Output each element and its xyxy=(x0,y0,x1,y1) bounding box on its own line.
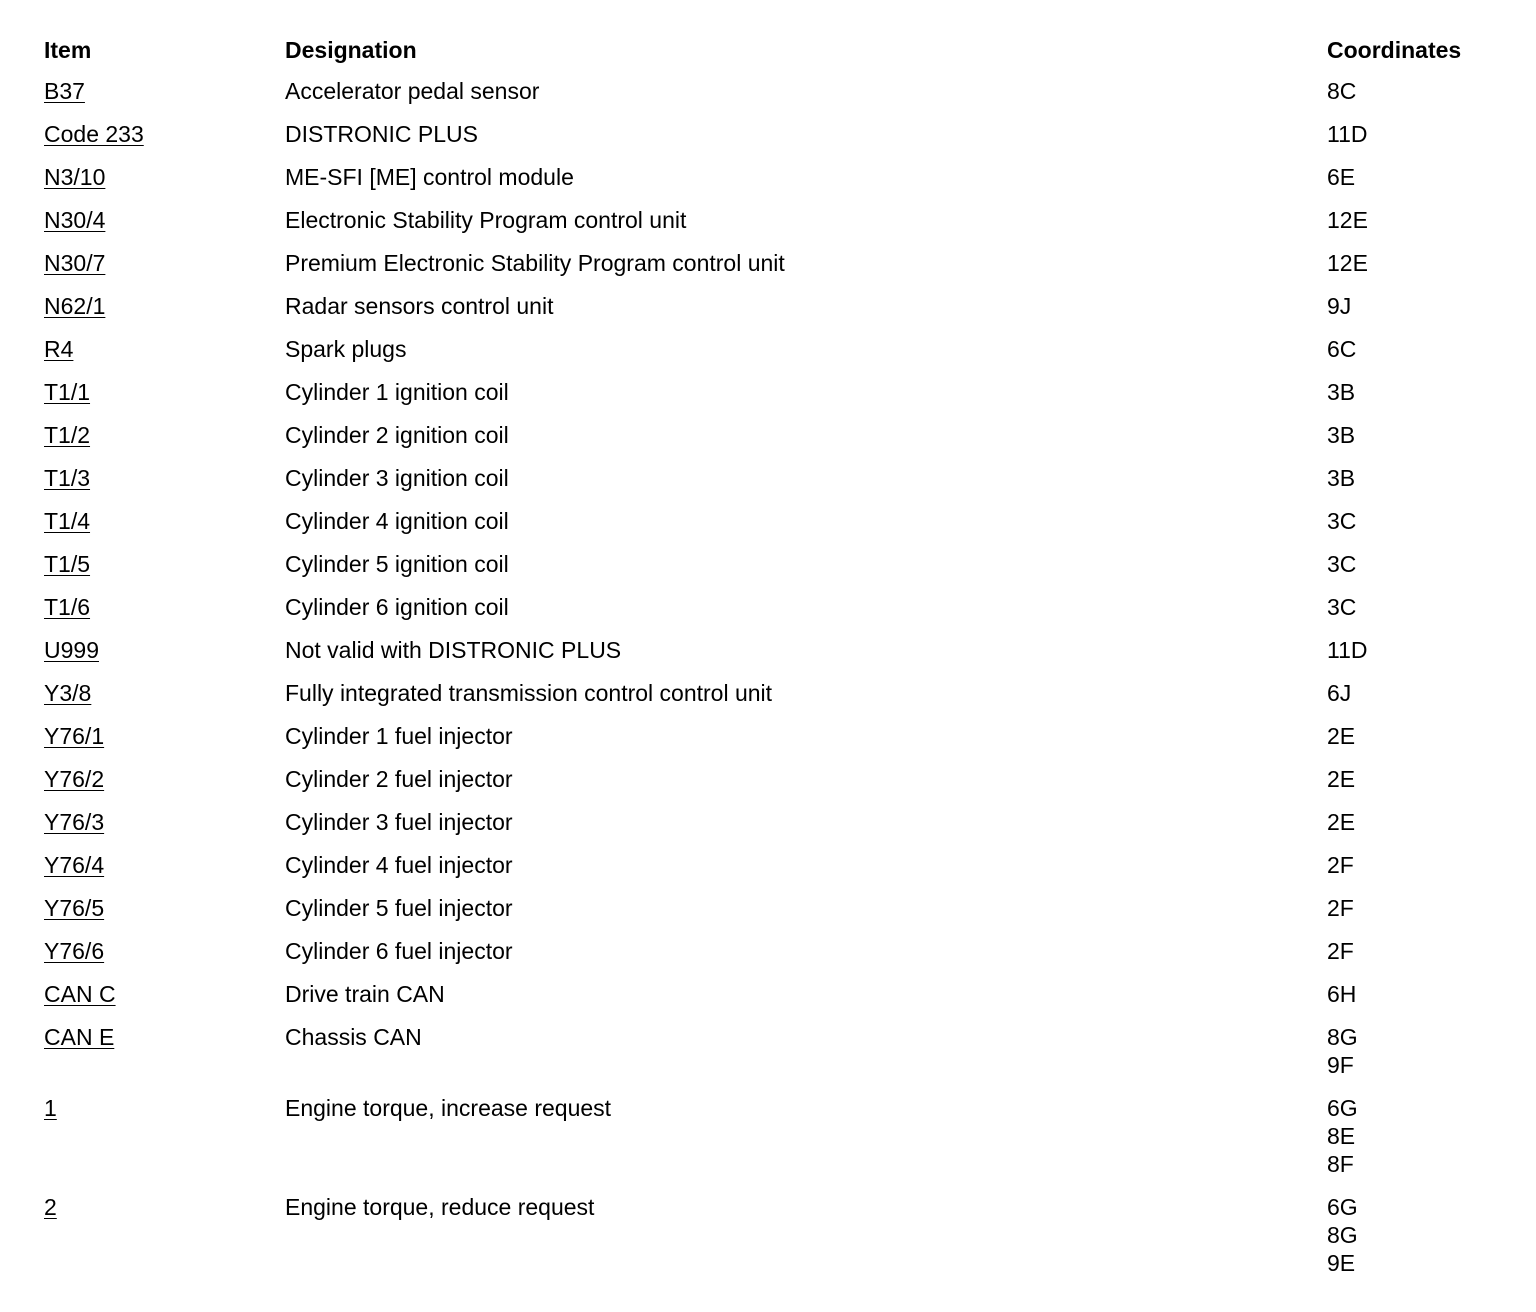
coordinates-cell xyxy=(1327,206,1507,234)
item-cell xyxy=(0,894,285,922)
designation-cell: Cylinder 5 ignition coil xyxy=(285,551,509,577)
table-row xyxy=(0,457,1536,500)
item-cell xyxy=(0,378,285,406)
header-item: Item xyxy=(44,37,92,63)
designation-cell: DISTRONIC PLUS xyxy=(285,121,478,147)
item-link[interactable]: T1/1 xyxy=(44,379,91,405)
table-row xyxy=(0,543,1536,586)
table-row xyxy=(0,586,1536,629)
item-cell xyxy=(0,120,285,148)
coordinates-cell xyxy=(1327,507,1507,535)
designation-cell: Cylinder 3 ignition coil xyxy=(285,465,509,491)
table-row xyxy=(0,285,1536,328)
coordinate-value: 6G xyxy=(1327,1095,1358,1121)
item-cell xyxy=(0,550,285,578)
item-cell xyxy=(0,593,285,621)
coordinates-cell xyxy=(1327,851,1507,879)
designation-cell: Cylinder 2 fuel injector xyxy=(285,766,513,792)
coordinate-value: 8E xyxy=(1327,1123,1356,1149)
coordinates-cell xyxy=(1327,163,1507,191)
designation-cell: Spark plugs xyxy=(285,336,407,362)
coordinate-value: 3B xyxy=(1327,422,1356,448)
table-row xyxy=(0,328,1536,371)
coordinates-cell xyxy=(1327,1023,1507,1079)
item-link[interactable]: T1/2 xyxy=(44,422,91,448)
table-row xyxy=(0,629,1536,672)
item-cell xyxy=(0,77,285,105)
item-link[interactable]: CAN E xyxy=(44,1024,115,1050)
item-link[interactable]: T1/5 xyxy=(44,551,91,577)
item-link[interactable]: 1 xyxy=(44,1095,57,1121)
coordinates-cell xyxy=(1327,292,1507,320)
coordinate-value: 9F xyxy=(1327,1052,1354,1078)
item-link[interactable]: N3/10 xyxy=(44,164,106,190)
coordinates-cell xyxy=(1327,77,1507,105)
item-cell xyxy=(0,206,285,234)
table-row xyxy=(0,715,1536,758)
item-link[interactable]: Y76/2 xyxy=(44,766,105,792)
item-cell xyxy=(0,249,285,277)
coordinates-cell xyxy=(1327,808,1507,836)
table-row xyxy=(0,242,1536,285)
item-link[interactable]: R4 xyxy=(44,336,74,362)
coordinates-cell xyxy=(1327,593,1507,621)
coordinate-value: 3C xyxy=(1327,508,1357,534)
table-body xyxy=(0,70,1536,1285)
item-link[interactable]: Y76/1 xyxy=(44,723,105,749)
item-cell xyxy=(0,851,285,879)
designation-cell: Cylinder 6 ignition coil xyxy=(285,594,509,620)
item-link[interactable]: T1/6 xyxy=(44,594,91,620)
table-row xyxy=(0,887,1536,930)
coordinate-value: 2F xyxy=(1327,895,1354,921)
item-link[interactable]: T1/4 xyxy=(44,508,91,534)
item-cell xyxy=(0,464,285,492)
table-row xyxy=(0,801,1536,844)
designation-cell: Cylinder 1 fuel injector xyxy=(285,723,513,749)
item-link[interactable]: Y76/5 xyxy=(44,895,105,921)
table-row xyxy=(0,844,1536,887)
table-row xyxy=(0,113,1536,156)
designation-cell: Engine torque, increase request xyxy=(285,1095,612,1121)
coordinate-value: 6H xyxy=(1327,981,1357,1007)
designation-cell: Cylinder 4 ignition coil xyxy=(285,508,509,534)
coordinate-value: 3C xyxy=(1327,551,1357,577)
designation-cell: Cylinder 4 fuel injector xyxy=(285,852,513,878)
coordinates-cell xyxy=(1327,421,1507,449)
header-coordinates: Coordinates xyxy=(1327,37,1462,63)
coordinates-cell xyxy=(1327,120,1507,148)
coordinates-cell xyxy=(1327,722,1507,750)
designation-cell: Chassis CAN xyxy=(285,1024,422,1050)
coordinate-value: 2F xyxy=(1327,852,1354,878)
table-row xyxy=(0,156,1536,199)
designation-cell: Fully integrated transmission control control unit xyxy=(285,680,773,706)
table-row xyxy=(0,672,1536,715)
table-row xyxy=(0,199,1536,242)
coordinates-cell xyxy=(1327,679,1507,707)
table-row xyxy=(0,70,1536,113)
item-link[interactable]: N30/7 xyxy=(44,250,106,276)
coordinate-value: 12E xyxy=(1327,207,1368,233)
coordinate-value: 6C xyxy=(1327,336,1357,362)
designation-cell: ME-SFI [ME] control module xyxy=(285,164,574,190)
designation-cell: Cylinder 3 fuel injector xyxy=(285,809,513,835)
item-cell xyxy=(0,1094,285,1122)
designation-cell: Premium Electronic Stability Program control unit xyxy=(285,250,785,276)
coordinate-value: 8F xyxy=(1327,1151,1354,1177)
item-cell xyxy=(0,765,285,793)
designation-cell: Cylinder 6 fuel injector xyxy=(285,938,513,964)
coordinates-cell xyxy=(1327,464,1507,492)
item-link[interactable]: N30/4 xyxy=(44,207,106,233)
table-header xyxy=(0,30,1536,70)
item-link[interactable]: Y3/8 xyxy=(44,680,92,706)
coordinate-value: 8C xyxy=(1327,78,1357,104)
coordinates-cell xyxy=(1327,937,1507,965)
coordinate-value: 3C xyxy=(1327,594,1357,620)
designation-cell: Drive train CAN xyxy=(285,981,445,1007)
table-row xyxy=(0,1087,1536,1186)
designation-cell: Not valid with DISTRONIC PLUS xyxy=(285,637,622,663)
item-cell xyxy=(0,808,285,836)
table-row xyxy=(0,1186,1536,1285)
coordinate-value: 11D xyxy=(1327,121,1368,147)
coordinate-value: 8G xyxy=(1327,1024,1358,1050)
item-link[interactable]: Y76/6 xyxy=(44,938,105,964)
item-cell xyxy=(0,1023,285,1051)
coordinates-cell xyxy=(1327,550,1507,578)
coordinates-cell xyxy=(1327,378,1507,406)
item-cell xyxy=(0,421,285,449)
table-row xyxy=(0,973,1536,1016)
designation-cell: Engine torque, reduce request xyxy=(285,1194,595,1220)
coordinates-cell xyxy=(1327,335,1507,363)
item-cell xyxy=(0,507,285,535)
coordinates-cell xyxy=(1327,1193,1507,1277)
item-cell xyxy=(0,335,285,363)
coordinates-cell xyxy=(1327,894,1507,922)
coordinates-cell xyxy=(1327,980,1507,1008)
item-cell xyxy=(0,980,285,1008)
designation-cell: Cylinder 1 ignition coil xyxy=(285,379,509,405)
table-row xyxy=(0,758,1536,801)
item-link[interactable]: Y76/4 xyxy=(44,852,105,878)
item-cell xyxy=(0,163,285,191)
table-row xyxy=(0,1016,1536,1087)
item-cell xyxy=(0,292,285,320)
item-link[interactable]: T1/3 xyxy=(44,465,91,491)
coordinate-value: 12E xyxy=(1327,250,1368,276)
coordinates-cell xyxy=(1327,765,1507,793)
item-link[interactable]: U999 xyxy=(44,637,99,663)
table-row xyxy=(0,500,1536,543)
coordinate-value: 2E xyxy=(1327,766,1356,792)
item-cell xyxy=(0,636,285,664)
coordinate-value: 8G xyxy=(1327,1222,1358,1248)
coordinates-cell xyxy=(1327,1094,1507,1178)
item-cell xyxy=(0,1193,285,1221)
table-row xyxy=(0,371,1536,414)
coordinate-value: 2F xyxy=(1327,938,1354,964)
coordinates-cell xyxy=(1327,249,1507,277)
coordinate-value: 3B xyxy=(1327,465,1356,491)
coordinate-value: 6E xyxy=(1327,164,1356,190)
coordinate-value: 6J xyxy=(1327,680,1352,706)
coordinate-value: 9E xyxy=(1327,1250,1356,1276)
designation-cell: Radar sensors control unit xyxy=(285,293,554,319)
item-cell xyxy=(0,937,285,965)
table-row xyxy=(0,930,1536,973)
coordinate-value: 11D xyxy=(1327,637,1368,663)
coordinates-cell xyxy=(1327,636,1507,664)
coordinate-value: 6G xyxy=(1327,1194,1358,1220)
coordinate-value: 2E xyxy=(1327,723,1356,749)
item-link[interactable]: N62/1 xyxy=(44,293,106,319)
coordinate-value: 3B xyxy=(1327,379,1356,405)
item-link[interactable]: CAN C xyxy=(44,981,116,1007)
designation-cell: Electronic Stability Program control unit xyxy=(285,207,687,233)
item-link[interactable]: 2 xyxy=(44,1194,57,1220)
legend-table xyxy=(0,30,1536,1285)
item-link[interactable]: B37 xyxy=(44,78,85,104)
designation-cell: Cylinder 5 fuel injector xyxy=(285,895,513,921)
item-link[interactable]: Y76/3 xyxy=(44,809,105,835)
header-designation: Designation xyxy=(285,37,417,63)
item-cell xyxy=(0,679,285,707)
item-link[interactable]: Code 233 xyxy=(44,121,144,147)
designation-cell: Accelerator pedal sensor xyxy=(285,78,540,104)
item-cell xyxy=(0,722,285,750)
coordinate-value: 2E xyxy=(1327,809,1356,835)
designation-cell: Cylinder 2 ignition coil xyxy=(285,422,509,448)
table-row xyxy=(0,414,1536,457)
coordinate-value: 9J xyxy=(1327,293,1352,319)
